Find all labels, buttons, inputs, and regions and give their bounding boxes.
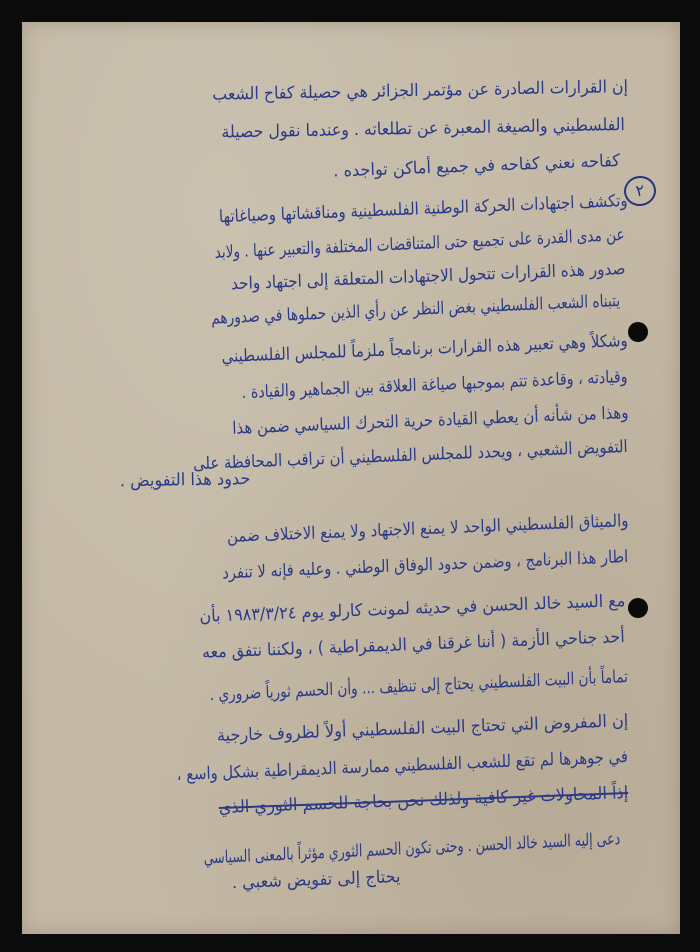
text-line: وهذا من شأنه أن يعطي القيادة حرية التحرك السياسي ضمن هذا	[231, 403, 629, 439]
text-line: وشكلاً وهي تعبير هذه القرارات برنامجاً ملزماً للمجلس الفلسطيني	[221, 331, 629, 368]
text-line: مع السيد خالد الحسن في حديثه لمونت كارلو يوم ١٩٨٣/٣/٢٤ بأن	[198, 591, 626, 627]
text-line: والميثاق الفلسطيني الواحد لا يمنع الاجتهاد ولا يمنع الاختلاف ضمن	[226, 511, 629, 547]
text-line: عن مدى القدرة على تجميع حتى المتناقضات المختلفة والتعبير عنها . ولابد	[214, 225, 626, 263]
text-line: إن المفروض التي تحتاج البيت الفلسطيني أولاً لظروف خارجية	[216, 711, 629, 747]
text-line: يتبناه الشعب الفلسطيني بغض النظر عن رأي الذين حملوها في صدورهم	[210, 291, 621, 329]
text-line: حدود هذا التفويض .	[119, 469, 251, 492]
punch-hole-top	[628, 322, 648, 342]
text-line: الفلسطيني والصيغة المعبرة عن تطلعاته . وعندما نقول حصيلة	[221, 115, 626, 143]
punch-hole-bottom	[628, 598, 648, 618]
text-line: التفويض الشعبي ، ويحدد للمجلس الفلسطيني أن تراقب المحافظة على	[193, 437, 629, 475]
text-line: أحد جناحي الأزمة ( أننا غرقنا في الديمقراطية ) ، ولكننا نتفق معه	[202, 627, 626, 663]
text-line: في جوهرها لم تقع للشعب الفلسطيني ممارسة الديمقراطية بشكل واسع ،	[176, 747, 629, 786]
text-line: صدور هذه القرارات تتحول الاجتهادات المتعلقة إلى اجتهاد واحد	[230, 259, 626, 295]
text-line: وتكشف اجتهادات الحركة الوطنية الفلسطينية ومناقشاتها وصياغاتها	[219, 191, 629, 228]
text-line: دعى إليه السيد خالد الحسن . وحتى تكون الحسم الثوري مؤثراً بالمعنى السياسي	[203, 829, 621, 869]
text-line: وقيادته ، وقاعدة تتم بموجبها صياغة العلاقة بين الجماهير والقيادة .	[241, 367, 629, 404]
text-line: تماماً بأن البيت الفلسطيني يحتاج إلى تنظيف ... وأن الحسم ثورياً ضروري .	[209, 667, 629, 706]
text-line: كفاحه نعني كفاحه في جميع أماكن تواجده .	[333, 151, 621, 182]
page-number: ٢	[622, 174, 658, 208]
struck-text-line: إذاً المحاولات غير كافية ولذلك نحن بحاجة للحسم الثوري الذي	[218, 783, 629, 819]
text-line: إن القرارات الصادرة عن مؤتمر الجزائر هي حصيلة كفاح الشعب	[212, 77, 629, 105]
text-line: اطار هذا البرنامج ، وضمن حدود الوفاق الوطني . وعليه فإنه لا تنفرد	[221, 547, 629, 584]
text-line: يحتاج إلى تفويض شعبي .	[231, 867, 401, 894]
